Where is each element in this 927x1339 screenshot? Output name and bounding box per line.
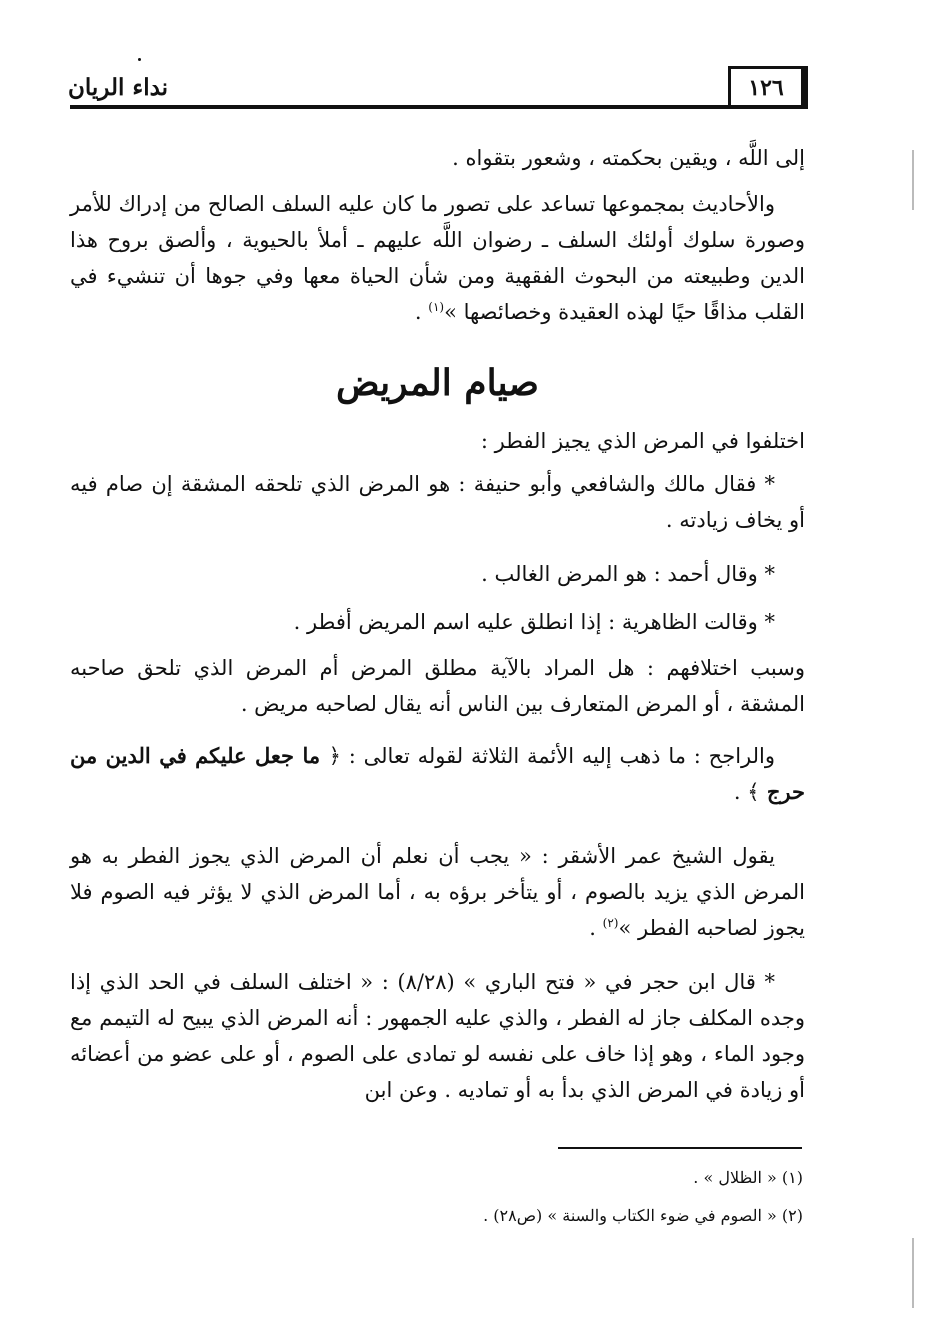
footnote-1: (١) « الظلال » .: [693, 1168, 803, 1187]
intro-paragraph-2-text: والأحاديث بمجموعها تساعد على تصور ما كان عليه السلف الصالح من إدراك للأمر وصورة سلوك أولئك السلف ـ رضوان اللَّه عليهم ـ أملأ بالحيوية ، وألصق بروح هذا الدين وطبيعته من البحوث الفقهية ومن شأن الحياة معها وفي جوها أن تنشيء في القلب مذاقًا حيًا لهذه العقيدة وخصائصها »: [70, 192, 805, 324]
paragraph-3-text: * وقال أحمد : هو المرض الغالب .: [481, 562, 775, 586]
section-heading: صيام المريض: [336, 362, 539, 404]
page-number: ١٢٦: [728, 66, 804, 106]
paragraph-8: [70, 964, 805, 1108]
intro-paragraph-2-end: .: [414, 300, 429, 324]
paragraph-7: [70, 838, 805, 946]
paragraph-6-text: والراجح : ما ذهب إليه الأئمة الثلاثة لقوله تعالى : ﴿: [328, 744, 776, 768]
paragraph-5-text: وسبب اختلافهم : هل المراد بالآية مطلق المرض أم المرض الذي تلحق صاحبه المشقة ، أو المرض المتعارف بين الناس أنه يقال لصاحبه مريض .: [70, 656, 805, 716]
paragraph-2-text: * فقال مالك والشافعي وأبو حنيفة : هو المرض الذي تلحقه المشقة إن صام فيه أو يخاف زيادته .: [70, 472, 805, 532]
intro-paragraph-1-text: إلى اللَّه ، ويقين بحكمته ، وشعور بتقواه .: [452, 146, 805, 170]
paragraph-6-end: ﴾ .: [733, 780, 760, 804]
paragraph-7-text: يقول الشيخ عمر الأشقر : « يجب أن نعلم أن المرض الذي يجوز الفطر به هو المرض الذي يزيد بالصوم ، أو يتأخر برؤه به ، أما المرض الذي لا يؤثر فيه الصوم فلا يجوز لصاحبه الفطر »: [70, 844, 805, 940]
running-title: نداء الريان: [68, 74, 169, 101]
scan-margin-mark: [912, 150, 914, 210]
paragraph-2: [70, 466, 805, 538]
scan-margin-mark: [912, 1238, 914, 1308]
intro-paragraph-2: [70, 186, 805, 330]
paragraph-8-text: * قال ابن حجر في « فتح الباري » (٨/٢٨) : « اختلف السلف في الحد الذي إذا وجده المكلف جاز له الفطر ، والذي عليه الجمهور : أنه المرض الذي يبيح له التيمم مع وجود الماء ، وهو إذا خاف على نفسه لو تمادى على الصوم ، أو على عضو من أعضائه أو زيادة في المرض الذي بدأ به أو تماديه . وعن ابن: [70, 970, 805, 1102]
paragraph-6: [70, 738, 805, 810]
paragraph-7-end: .: [589, 916, 603, 940]
header-dot: [138, 58, 141, 61]
paragraph-3: [70, 556, 805, 592]
header-rule: [70, 105, 808, 109]
paragraph-4: [70, 604, 805, 640]
quran-verse: ما جعل عليكم في الدين من حرج: [70, 743, 805, 804]
footnote-ref-2: (٢): [602, 916, 619, 930]
paragraph-1-text: اختلفوا في المرض الذي يجيز الفطر :: [480, 429, 805, 453]
paragraph-1: [70, 423, 805, 459]
paragraph-4-text: * وقالت الظاهرية : إذا انطلق عليه اسم المريض أفطر .: [293, 610, 775, 634]
paragraph-5: [70, 650, 805, 722]
footnote-2: (٢) « الصوم في ضوء الكتاب والسنة » (ص٢٨) .: [483, 1206, 803, 1225]
intro-paragraph-1: [70, 140, 805, 176]
footnote-rule: [558, 1147, 802, 1149]
footnote-ref-1: (١): [428, 300, 445, 314]
